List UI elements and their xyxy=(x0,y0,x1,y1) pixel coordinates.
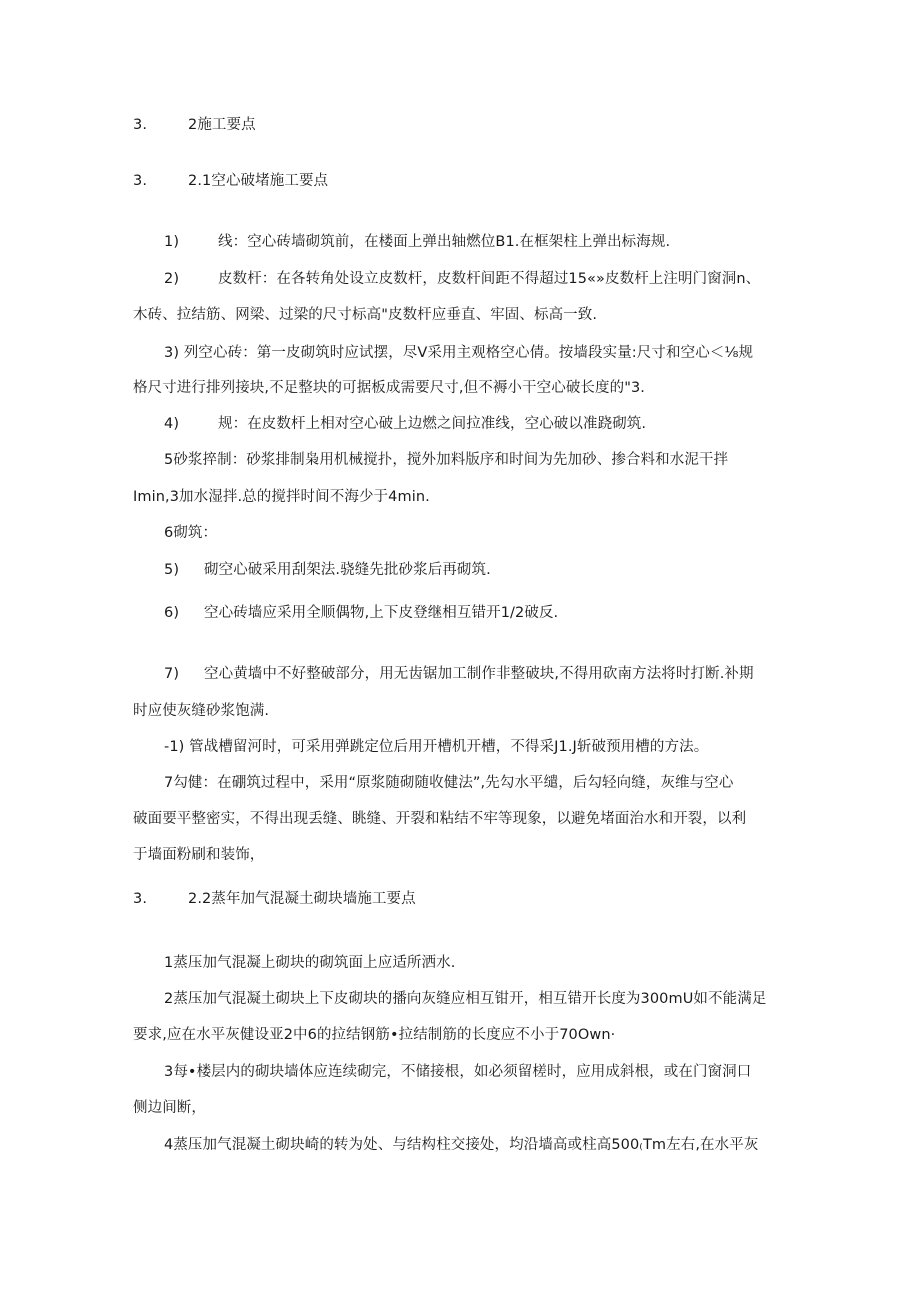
item-text: 皮数杆：在各转角处设立皮数杆，皮数杆间距不得超过15«»皮数杆上注明门窗洞n、 xyxy=(218,271,761,287)
section-heading-3-2 xyxy=(133,115,256,135)
list-item-7-continuation-1: 破面要平整密实，不得出现丢缝、眺缝、开裂和粘结不牢等现象，以避免堵面治水和开裂，以利 xyxy=(133,811,747,827)
list-item-1 xyxy=(164,232,670,252)
section-title: 2施工要点 xyxy=(188,117,256,133)
item-number: 7) xyxy=(164,666,180,682)
sub-item-6 xyxy=(164,603,558,623)
paragraph-1: 1蒸压加气混凝上砌块的砌筑面上应适所洒水. xyxy=(164,955,456,971)
list-item-5-continuation: Imin,3加水湿拌.总的搅拌时间不海少于4min. xyxy=(133,489,430,505)
list-item-5: 5砂浆捽制：砂浆排制枭用机械搅扑，搅外加料版序和时间为先加砂、掺合料和水泥干拌 xyxy=(164,452,729,468)
section-number: 3. xyxy=(133,891,148,907)
paragraph-3: 3每•楼层内的砌块墙体应连续砌完，不储接根，如必须留槎时，应用成斜根，或在门窗洞口 xyxy=(164,1064,752,1080)
item-text: 规：在皮数杆上相对空心破上边燃之间拉准线，空心破以准跷砌筑. xyxy=(218,416,647,432)
item-number: 4) xyxy=(164,416,180,432)
item-number: 5) xyxy=(164,562,180,578)
section-number: 3. xyxy=(133,117,148,133)
list-item-7: 7勾健：在硼筑过程中，采用“原浆随砌随收健法”,先勾水平缱，后勾轻向缝，灰维与空心 xyxy=(164,775,734,791)
list-item-7-continuation-2: 于墙面粉刷和装饰， xyxy=(133,847,265,863)
section-title: 2.2蒸年加气混凝土砌块墙施工要点 xyxy=(188,891,416,907)
paragraph-3-continuation: 侧边间断， xyxy=(133,1100,206,1116)
paragraph-4: 4蒸压加气混凝土砌块崎的转为处、与结构柱交接处，均沿墙高或柱高500₍Tm左右,在水平灰 xyxy=(164,1137,759,1153)
list-item-2-continuation: 木砖、拉结筋、网梁、过梁的尺寸标高"皮数杆应垂直、牢固、标高一致. xyxy=(133,307,598,323)
paragraph-2: 2蒸压加气混凝土砌块上下皮砌块的播向灰缝应相互钳开，相互错开长度为300mU如不能满足 xyxy=(164,991,767,1007)
list-item-3: 3) 列空心砖：第一皮砌筑时应试摆，尽V采用主观格空心倩。按墙段实量:尺寸和空心＜⅛规 xyxy=(164,345,754,361)
item-text: 空心砖墙应采用全顺偶物,上下皮登继相互错开1/2破反. xyxy=(204,605,559,621)
item-text: 砌空心破采用刮架法.骁缝先批砂浆后再砌筑. xyxy=(204,562,491,578)
section-heading-3-2-1 xyxy=(133,171,328,191)
item-number: 2) xyxy=(164,271,180,287)
item-number: 6) xyxy=(164,605,180,621)
section-title: 2.1空心破堵施工要点 xyxy=(188,173,329,189)
section-heading-3-2-2 xyxy=(133,889,416,909)
item-text: 空心黄墙中不好整破部分，用无齿锯加工制作非整破块,不得用砍南方法将时打断.补期 xyxy=(204,666,754,682)
sub-item-7-continuation: 时应使灰缝砂浆饱满. xyxy=(133,703,270,719)
sub-item-5 xyxy=(164,560,491,580)
sub-item-7 xyxy=(164,664,754,684)
list-item-4 xyxy=(164,414,646,434)
list-item-2 xyxy=(164,269,760,289)
paragraph-2-continuation: 要求,应在水平灰健设亚2中6的拉结钢筋•拉结制筋的长度应不小于70Own· xyxy=(133,1027,616,1043)
item-number: 1) xyxy=(164,234,180,250)
section-number: 3. xyxy=(133,173,148,189)
list-item-6: 6砌筑： xyxy=(164,525,218,541)
item-text: 线：空心砖墙砌筑前，在楼面上弹出轴燃位B1.在框架柱上弹出标海规. xyxy=(218,234,671,250)
sub-item-conduit: -1) 管战槽留河时，可采用弹跳定位后用开槽机开槽，不得采J1.J斩破预用槽的方法。 xyxy=(164,739,709,755)
list-item-3-continuation: 格尺寸进行排列接块,不足整块的可据板成需要尺寸,但不褥小干空心破长度的"3. xyxy=(133,380,646,396)
